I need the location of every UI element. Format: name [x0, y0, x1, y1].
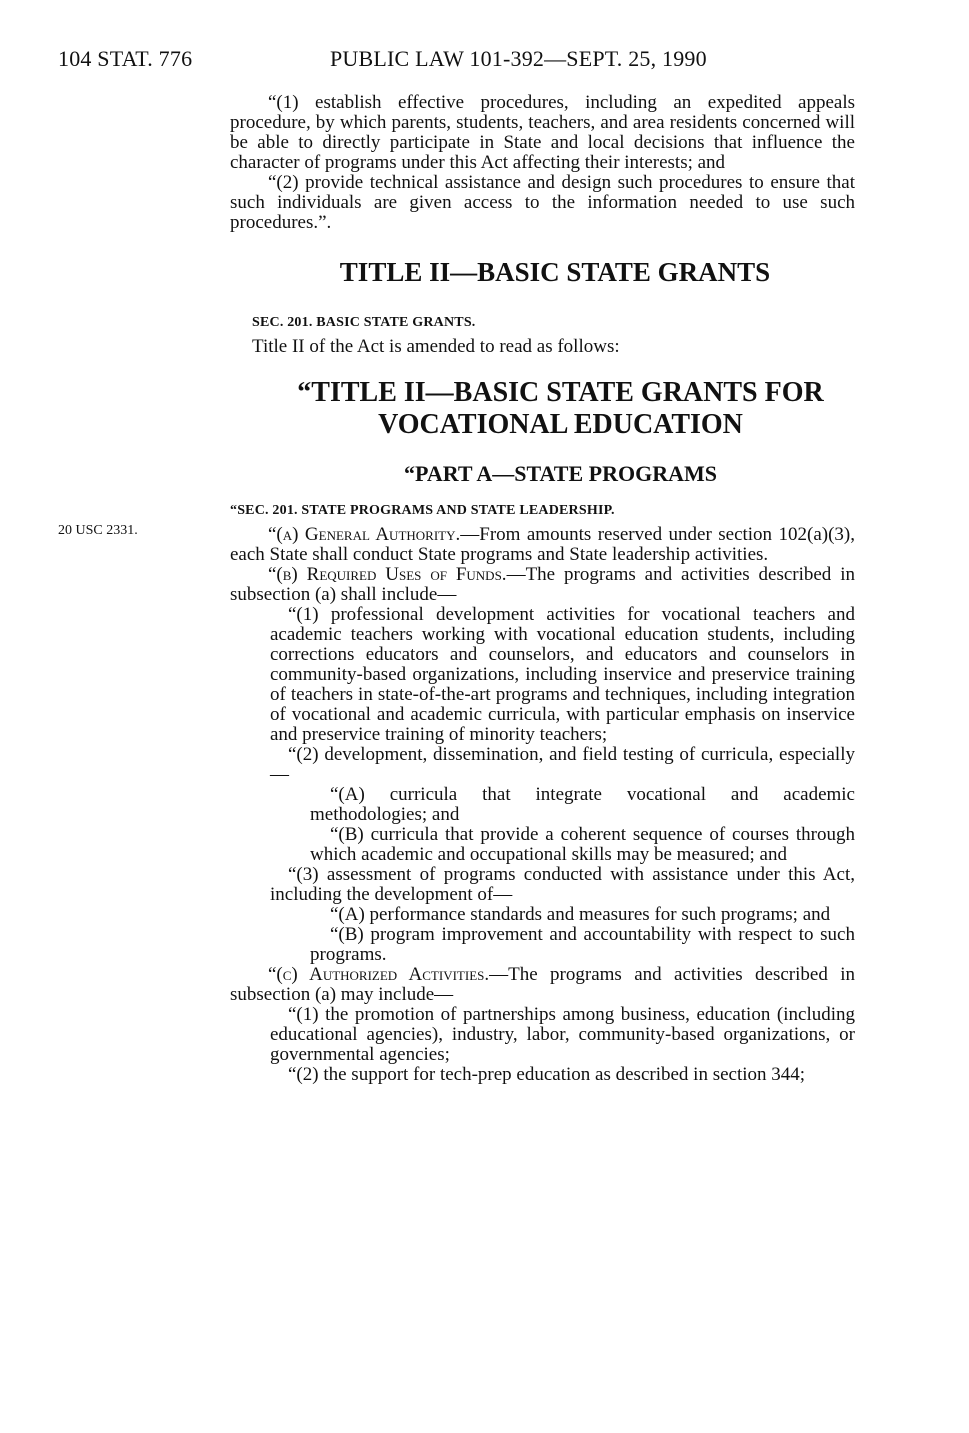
subsection-b-2-a: “(A) curricula that integrate vocational and academic methodologies; and [310, 784, 855, 825]
amendment-statement: Title II of the Act is amended to read as follows: [252, 336, 620, 357]
subsection-b-1: “(1) professional development activities for vocational teachers and academic teachers working with vocational education students, including corrections educators and counselors, and educators and counselors in community-based organizations, including inservice and preservice training of teachers in state-of-the-art programs and techniques, including integration of vocational and academic curricula, with particular emphasis on inservice and preservice training of minority teachers; [270, 604, 855, 745]
paragraph-1: “(1) establish effective procedures, including an expedited appeals procedure, by which parents, students, teachers, and area residents concerned will be able to directly participate in State and local decisions that influence the character of programs under this Act affecting their interests; and [230, 92, 855, 173]
subsection-b-2: “(2) development, dissemination, and field testing of curricula, especially— [270, 744, 855, 785]
subsection-b-label: “(b) Required Uses of Funds. [268, 564, 507, 585]
public-law-header: PUBLIC LAW 101-392—SEPT. 25, 1990 [330, 46, 707, 71]
subsection-b-2-b: “(B) curricula that provide a coherent sequence of courses through which academic and occupational skills may be measured; and [310, 824, 855, 865]
subsection-b-3-b: “(B) program improvement and accountability with respect to such programs. [310, 924, 855, 965]
subsection-b [230, 565, 855, 605]
document-body [230, 93, 855, 1085]
subsection-a-label: “(a) General Authority. [268, 524, 461, 545]
quoted-title-ii-heading [230, 377, 855, 441]
section-201-heading: SEC. 201. BASIC STATE GRANTS. [252, 315, 476, 330]
usc-margin-note: 20 USC 2331. [58, 523, 138, 538]
paragraph-2: “(2) provide technical assistance and design such procedures to ensure that such individuals are given access to the information needed to use such procedures.”. [230, 172, 855, 233]
subsection-c-text: —The programs and activities described in subsection (a) may include— [230, 964, 855, 1005]
subsection-c-2: “(2) the support for tech-prep education as described in section 344; [288, 1064, 806, 1085]
part-a-heading: “PART A—STATE PROGRAMS [404, 461, 717, 486]
quoted-title-line-2: VOCATIONAL EDUCATION [378, 409, 743, 440]
subsection-b-3: “(3) assessment of programs conducted with assistance under this Act, including the development of— [270, 864, 855, 905]
subsection-c-1: “(1) the promotion of partnerships among business, education (including educational agencies), industry, labor, community-based organizations, or governmental agencies; [270, 1004, 855, 1065]
subsection-a [230, 525, 855, 565]
subsection-b-3-a: “(A) performance standards and measures for such programs; and [330, 904, 831, 925]
quoted-section-201-heading: “SEC. 201. STATE PROGRAMS AND STATE LEADERSHIP. [230, 503, 615, 518]
statute-page-reference: 104 STAT. 776 [58, 46, 193, 71]
subsection-a-text: —From amounts reserved under section 102(a)(3), each State shall conduct State programs and State leadership activities. [230, 524, 856, 565]
title-ii-heading: TITLE II—BASIC STATE GRANTS [339, 257, 771, 287]
subsection-c-label: “(c) Authorized Activities. [268, 964, 490, 985]
subsection-b-text: —The programs and activities described in subsection (a) shall include— [230, 564, 855, 605]
quoted-title-line-1: “TITLE II—BASIC STATE GRANTS FOR [297, 377, 824, 408]
subsection-c [230, 965, 855, 1005]
